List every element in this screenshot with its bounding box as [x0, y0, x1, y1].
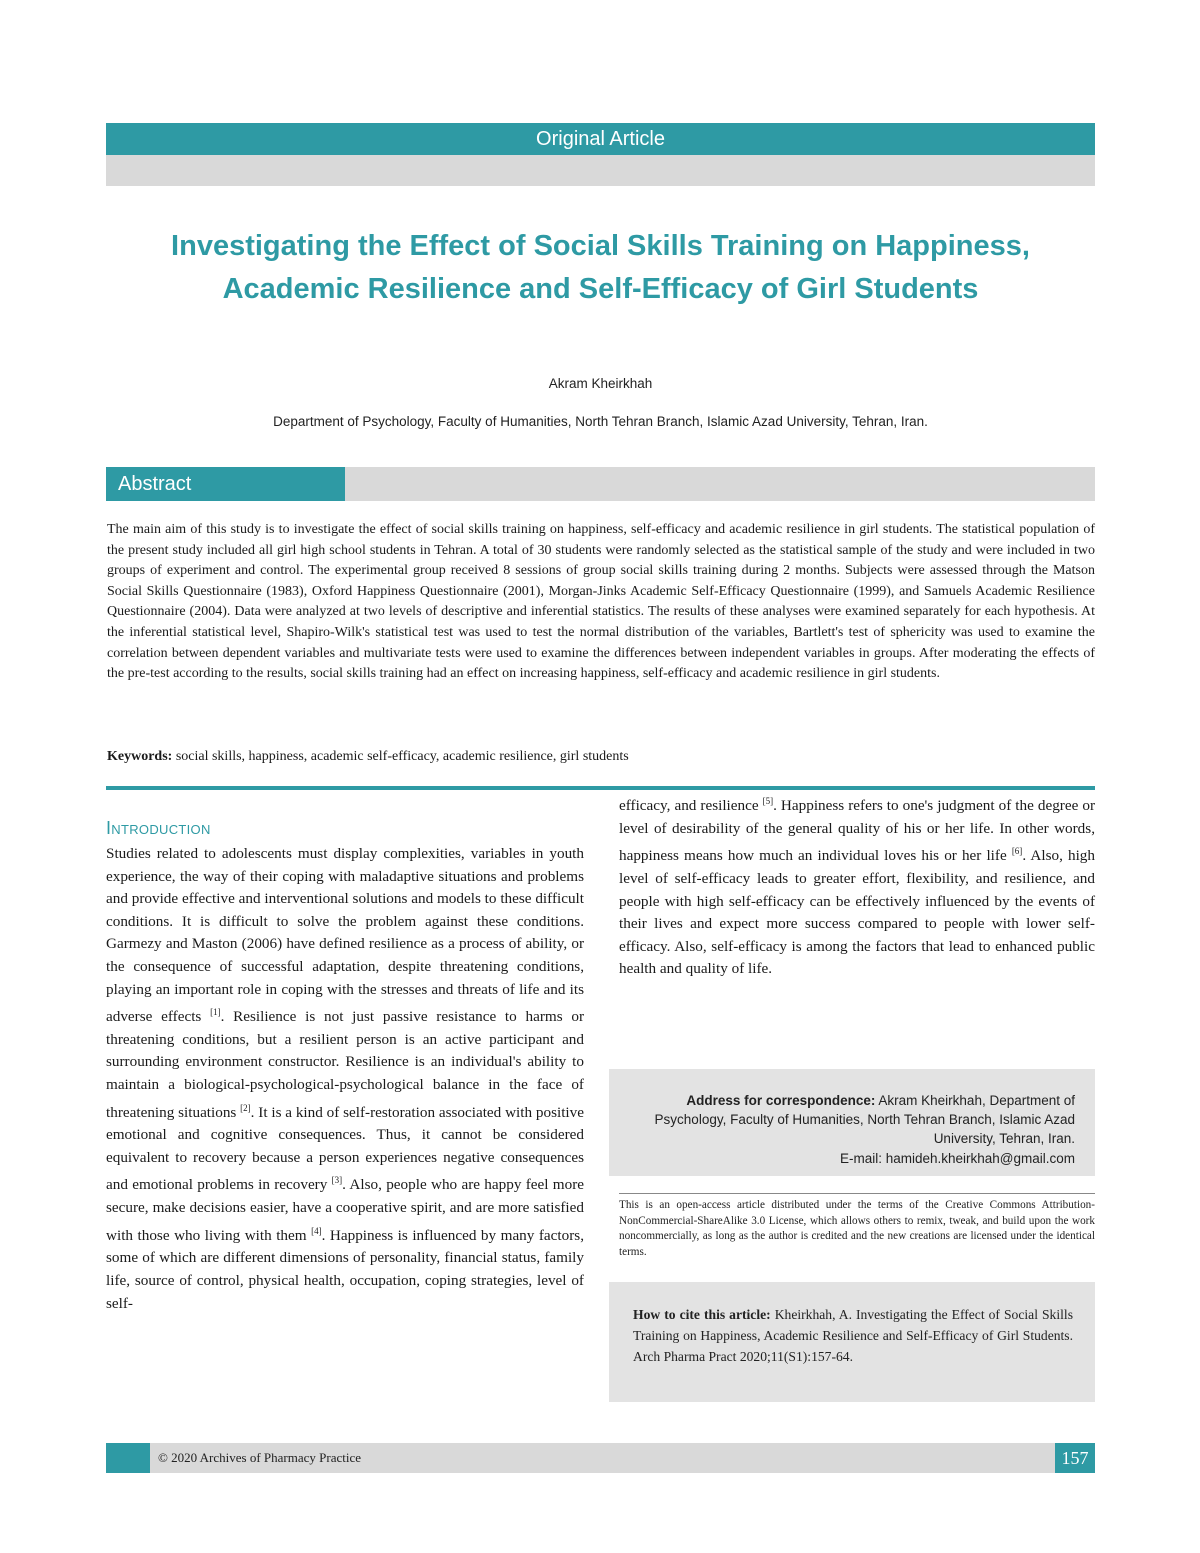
citation-text: [633, 1304, 1073, 1367]
introduction-heading-text: Introduction: [106, 818, 211, 838]
correspondence-label: Address for correspondence:: [686, 1093, 876, 1108]
section-label: Original Article: [536, 128, 665, 150]
introduction-heading: [106, 818, 211, 839]
correspondence-text: [619, 1091, 1075, 1168]
intro-text: . Also, high level of self-efficacy leads to greater effort, flexibility, and resilience, and people with high self-efficacy can be effectively influenced by the events of their lives and expect more success compared to people with lower self-efficacy. Also, self-efficacy is among the factors that lead to enhanced public health and quality of life.: [619, 847, 1095, 978]
author-affiliation: Department of Psychology, Faculty of Humanities, North Tehran Branch, Islamic Azad University, Tehran, Iran.: [273, 414, 928, 429]
intro-text: . Happiness refers to one's judgment of the degree or level of desirability of the general quality of his or her life. In other words, happiness means how much an individual loves his or her life: [619, 797, 1095, 865]
citation-ref: [4]: [311, 1225, 322, 1236]
keywords-text: social skills, happiness, academic self-efficacy, academic resilience, girl students: [175, 749, 629, 764]
footer-accent: [106, 1443, 150, 1473]
intro-text: . Happiness is influenced by many factors, some of which are different dimensions of personality, financial status, family life, source of control, physical health, occupation, coping strategies, level of self-: [106, 1226, 584, 1312]
intro-text: . Also, people who are happy feel more secure, make decisions easier, have a cooperative spirit, and are more satisfied with those who living with them: [106, 1176, 584, 1244]
introduction-left-column: [106, 843, 584, 1315]
author-name: Akram Kheirkhah: [548, 376, 653, 391]
footer-copyright: © 2020 Archives of Pharmacy Practice: [158, 1450, 362, 1465]
citation-ref: [2]: [240, 1102, 251, 1113]
intro-text: efficacy, and resilience: [619, 797, 763, 815]
citation-ref: [5]: [762, 796, 774, 806]
abstract-heading: Abstract: [118, 473, 192, 495]
license-text: This is an open-access article distributed under the terms of the Creative Commons Attribution-NonCommercial-ShareAlike 3.0 License, which allows others to remix, tweak, and build upon the work noncommercially, as long as the author is credited and the new creations are licensed under the identical terms.: [619, 1199, 1095, 1258]
citation-ref: [1]: [210, 1007, 221, 1018]
abstract-text: The main aim of this study is to investigate the effect of social skills training on happiness, self-efficacy and academic resilience in girl students. The statistical population of the present study included all girl high school students in Tehran. A total of 30 students were randomly selected as the statistical sample of the study and were included in two groups of experiment and control. The experimental group received 8 sessions of group social skills training during 2 months. Subjects were assessed through the Matson Social Skills Questionnaire (1983), Oxford Happiness Questionnaire (2001), Morgan-Jinks Academic Self-Efficacy Questionnaire (1999), and Samuels Academic Resilience Questionnaire (2004). Data were analyzed at two levels of descriptive and inferential statistics. The results of these analyses were examined separately for each hypothesis. At the inferential statistical level, Shapiro-Wilk's statistical test was used to test the normal distribution of the variables, Bartlett's test of sphericity was used to examine the correlation between dependent variables and multivariate tests were used to examine the differences between independent variables in groups. After moderating the effects of the pre-test according to the results, social skills training had an effect on increasing happiness, self-efficacy and academic resilience in girl students.: [107, 522, 1095, 682]
header-banner-gray: [106, 155, 1095, 186]
keywords: [107, 749, 1095, 765]
citation-ref: [3]: [331, 1175, 343, 1186]
intro-text: . It is a kind of self-restoration associated with positive emotional and cognitive consequences. Thus, it cannot be considered equivalent to recovery because a person experiences negative consequences and emotional problems in recovery: [106, 1103, 584, 1194]
article-title: Investigating the Effect of Social Skills Training on Happiness, Academic Resilience and Self-Efficacy of Girl Students: [171, 230, 1030, 305]
intro-text: Studies related to adolescents must display complexities, variables in youth experience, the way of their coping with maladaptive situations and problems and provide effective and interventional solutions and models to these difficult conditions. It is difficult to solve the problem against these conditions. Garmezy and Maston (2006) have defined resilience as a process of ability, or the consequence of successful adaptation, despite threatening conditions, playing an important role in coping with the stresses and threats of life and its adverse effects: [106, 845, 584, 1026]
citation-body: Kheirkhah, A. Investigating the Effect of Social Skills Training on Happiness, Academic Resilience and Self-Efficacy of Girl Students. Arch Pharma Pract 2020;11(S1):157-64.: [633, 1307, 1073, 1364]
correspondence-address: Akram Kheirkhah, Department of Psychology, Faculty of Humanities, North Tehran Branch, Islamic Azad University, Tehran, Iran.: [654, 1093, 1075, 1147]
keywords-label: Keywords:: [107, 749, 173, 764]
license-divider: [619, 1193, 1095, 1194]
correspondence-email[interactable]: E-mail: hamideh.kheirkhah@gmail.com: [839, 1150, 1075, 1166]
citation-label: How to cite this article:: [633, 1307, 771, 1322]
introduction-right-column: [619, 790, 1095, 981]
page-number: 157: [1061, 1448, 1089, 1468]
citation-ref: [6]: [1011, 846, 1023, 857]
abstract-banner-gray: [345, 467, 1095, 501]
intro-text: . Resilience is not just passive resistance to harms or threatening conditions, but a resilient person is an active participant and surrounding environment constructor. Resilience is an individual's ability to maintain a biological-psychological-psychological balance in the face of threatening situations: [106, 1008, 585, 1121]
